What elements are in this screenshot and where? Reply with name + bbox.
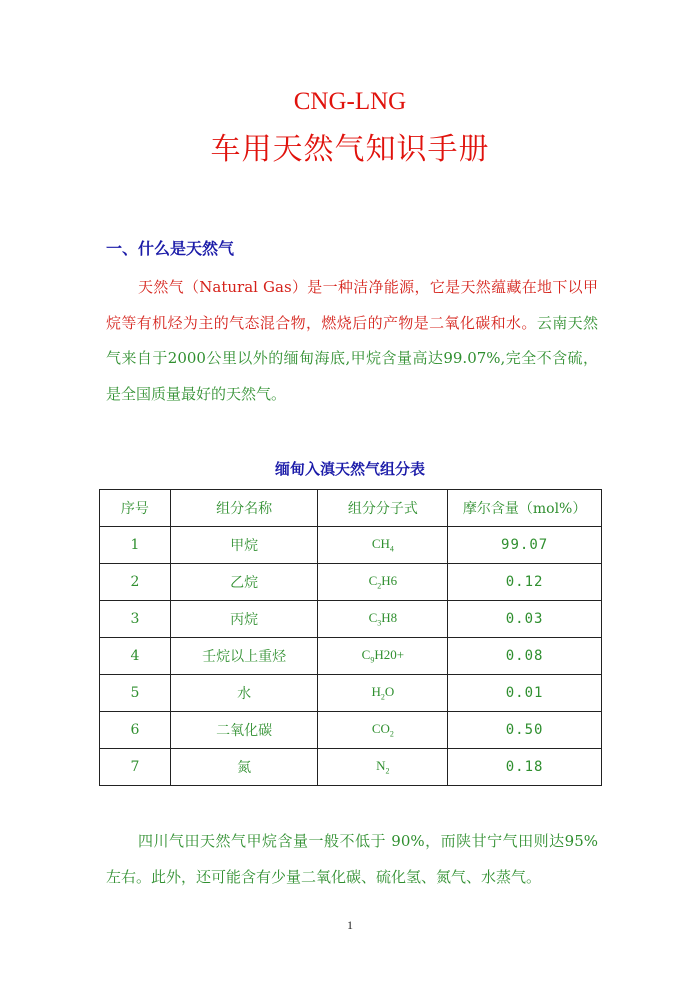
row-number: 2 [100, 564, 171, 601]
table-row [100, 527, 602, 564]
molar-content: 99.07 [448, 527, 602, 564]
molar-content: 0.18 [448, 749, 602, 786]
row-number: 3 [100, 601, 171, 638]
header-cell: 序号 [100, 490, 171, 527]
intro-paragraph [106, 270, 598, 412]
component-name: 水 [170, 675, 318, 712]
row-number: 1 [100, 527, 171, 564]
component-name: 乙烷 [170, 564, 318, 601]
component-formula: $CH_4$ [318, 527, 448, 564]
row-number: 6 [100, 712, 171, 749]
molar-content: 0.08 [448, 638, 602, 675]
header-cell: 组分分子式 [318, 490, 448, 527]
header-cell: 摩尔含量（mol%） [448, 490, 602, 527]
composition-table [99, 489, 602, 786]
component-name: 丙烷 [170, 601, 318, 638]
section-heading: 一、什么是天然气 [106, 239, 235, 258]
component-formula: $C_3H8$ [318, 601, 448, 638]
row-number: 5 [100, 675, 171, 712]
component-formula: $C_9H20+$ [318, 638, 448, 675]
table-row [100, 712, 602, 749]
component-formula: $C_2H6$ [318, 564, 448, 601]
molar-content: 0.03 [448, 601, 602, 638]
intro-text-red: 天然气（Natural Gas）是一种洁净能源，它是天然蕴藏在地下以甲烷等有机烃为主的气态混合物，燃烧后的产物是二氧化碳和水。 [106, 278, 598, 332]
table-header-row [100, 490, 602, 527]
sichuan-paragraph: 四川气田天然气甲烷含量一般不低于 90%，而陕甘宁气田则达95%左右。此外，还可能含有少量二氧化碳、硫化氢、氮气、水蒸气。 [106, 832, 598, 886]
table-row [100, 749, 602, 786]
title-chinese: 车用天然气知识手册 [210, 132, 490, 167]
component-name: 氮 [170, 749, 318, 786]
table-row [100, 601, 602, 638]
table-title: 缅甸入滇天然气组分表 [274, 460, 425, 478]
molar-content: 0.50 [448, 712, 602, 749]
component-formula: $H_2O$ [318, 675, 448, 712]
title-english: CNG-LNG [293, 88, 407, 115]
table-row [100, 638, 602, 675]
component-name: 二氧化碳 [170, 712, 318, 749]
table-row [100, 675, 602, 712]
molar-content: 0.01 [448, 675, 602, 712]
page-number: 1 [347, 918, 353, 932]
component-formula: $N_2$ [318, 749, 448, 786]
table-row [100, 564, 602, 601]
row-number: 7 [100, 749, 171, 786]
row-number: 4 [100, 638, 171, 675]
molar-content: 0.12 [448, 564, 602, 601]
header-cell: 组分名称 [170, 490, 318, 527]
component-name: 壬烷以上重烃 [170, 638, 318, 675]
component-name: 甲烷 [170, 527, 318, 564]
component-formula: $CO_2$ [318, 712, 448, 749]
intro-text-green: 云南天然气来自于2000公里以外的缅甸海底,甲烷含量高达99.07%,完全不含硫，是全国质量最好的天然气。 [106, 313, 598, 403]
